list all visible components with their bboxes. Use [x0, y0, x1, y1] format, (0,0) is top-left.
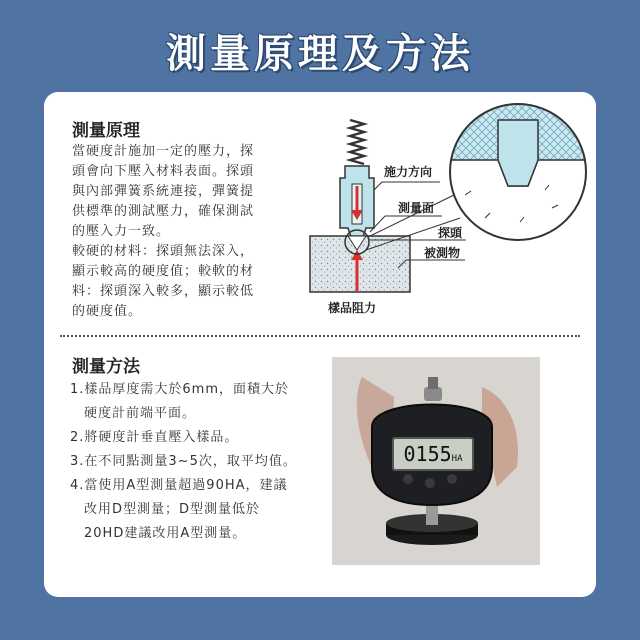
principle-line: 的硬度值。	[72, 304, 143, 319]
method-step	[70, 450, 340, 474]
label-force-direction: 施力方向	[384, 165, 433, 179]
label-specimen: 被測物	[424, 246, 461, 260]
page-title: 測量原理及方法	[166, 31, 474, 77]
step-text: 20HD建議改用A型測量。	[84, 526, 247, 541]
step-number: 4.	[70, 478, 85, 493]
label-probe: 探頭	[438, 226, 463, 240]
principle-line: 的壓入力一致。	[72, 224, 171, 239]
method-steps	[70, 378, 340, 546]
principle-line: 當硬度計施加一定的壓力，探	[72, 144, 255, 159]
step-number: 2.	[70, 430, 85, 445]
step-text: 改用D型測量；D型測量低於	[84, 502, 261, 517]
method-step	[70, 474, 340, 546]
step-text: 將硬度計垂直壓入樣品。	[84, 430, 239, 445]
principle-line: 料：探頭深入較多，顯示較低	[72, 284, 255, 299]
method-heading: 測量方法	[72, 357, 140, 377]
principle-line: 較硬的材料：探頭無法深入，	[72, 244, 255, 259]
principle-text	[72, 142, 287, 322]
label-resistance: 樣品阻力	[328, 301, 377, 315]
durometer-photo	[332, 357, 540, 565]
step-text: 當使用A型測量超過90HA，建議	[84, 478, 288, 493]
section-divider	[60, 335, 580, 337]
device-display	[392, 437, 474, 471]
device-reading: 0155	[403, 442, 452, 466]
principle-line: 顯示較高的硬度值；較軟的材	[72, 264, 255, 279]
hardness-diagram	[290, 100, 590, 325]
device-unit: HA	[451, 454, 463, 464]
step-text: 樣品厚度需大於6mm，面積大於	[84, 382, 290, 397]
magnified-view	[440, 100, 590, 250]
step-number: 1.	[70, 382, 85, 397]
spring-icon	[350, 118, 364, 166]
method-step	[70, 378, 340, 426]
step-text: 在不同點測量3~5次，取平均值。	[84, 454, 297, 469]
principle-line: 頭會向下壓入材料表面。探頭	[72, 164, 255, 179]
principle-line: 與內部彈簧系統連接，彈簧提	[72, 184, 255, 199]
label-surface: 測量面	[398, 201, 435, 215]
step-text: 硬度計前端平面。	[84, 406, 197, 421]
principle-line: 供標準的測試壓力，確保測試	[72, 204, 255, 219]
method-step	[70, 426, 340, 450]
step-number: 3.	[70, 454, 85, 469]
principle-heading: 測量原理	[72, 121, 140, 141]
